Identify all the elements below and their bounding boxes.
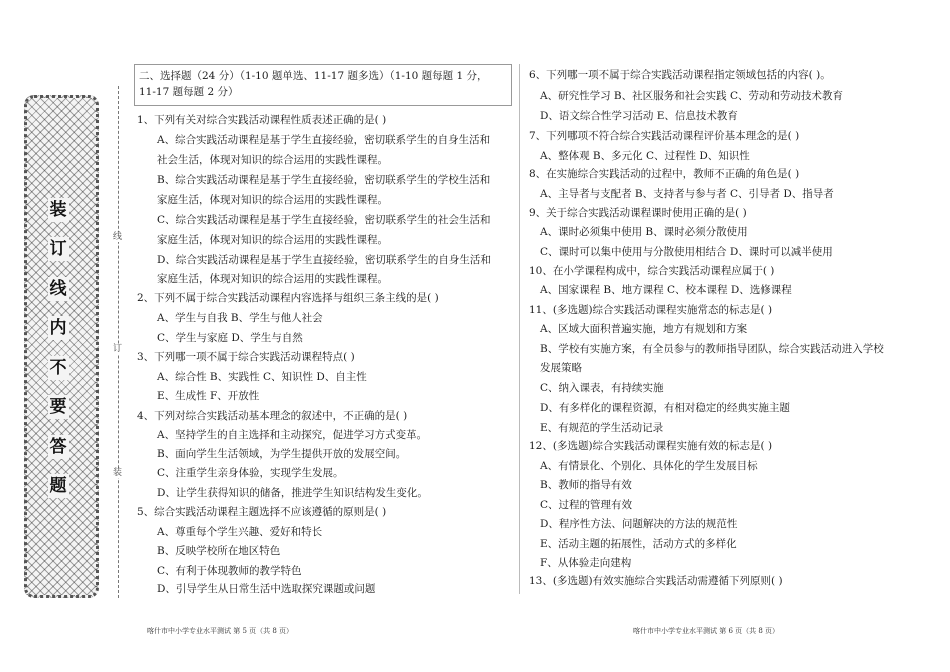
answer-option-line: E、有规范的学生活动记录 xyxy=(540,422,664,434)
answer-option-line: A、综合实践活动课程是基于学生直接经验，密切联系学生的自身生活和 xyxy=(157,134,491,146)
question-stem: 13、(多选题)有效实施综合实践活动需遵循下列原则( ) xyxy=(529,575,783,587)
question-stem: 8、在实施综合实践活动的过程中，教师不正确的角色是( ) xyxy=(529,168,800,180)
binding-char: 订 xyxy=(49,239,67,260)
footer-right: 喀什市中小学专业水平测试 第 6 页（共 8 页） xyxy=(633,627,780,635)
question-stem: 3、下列哪一项不属于综合实践活动课程特点( ) xyxy=(137,351,355,363)
answer-option-line: A、研究性学习 B、社区服务和社会实践 C、劳动和劳动技术教育 xyxy=(540,90,844,102)
answer-option-line: C、注重学生亲身体验，实现学生发展。 xyxy=(157,467,344,479)
question-stem: 6、下列哪一项不属于综合实践活动课程指定领域包括的内容( )。 xyxy=(529,69,831,81)
answer-option-line: B、学校有实施方案，有全员参与的教师指导团队，综合实践活动进入学校 xyxy=(540,343,884,355)
answer-option-line: A、区域大面积普遍实施，地方有规划和方案 xyxy=(540,323,748,335)
answer-option-line: C、过程的管理有效 xyxy=(540,499,633,511)
answer-option-line: E、活动主题的拓展性，活动方式的多样化 xyxy=(540,538,737,550)
answer-option-line: 家庭生活，体现对知识的综合运用的实践性课程。 xyxy=(157,194,388,206)
question-stem: 4、下列对综合实践活动基本理念的叙述中，不正确的是( ) xyxy=(137,410,408,422)
cut-label-xian: 线 xyxy=(113,232,123,242)
answer-option-line: B、综合实践活动课程是基于学生直接经验，密切联系学生的学校生活和 xyxy=(157,174,491,186)
answer-option-line: D、综合实践活动课程是基于学生直接经验，密切联系学生的自身生活和 xyxy=(157,254,491,266)
answer-option-line: 发展策略 xyxy=(540,362,582,374)
answer-option-line: D、让学生获得知识的储备，推进学生知识结构发生变化。 xyxy=(157,487,428,499)
question-stem: 2、下列不属于综合实践活动课程内容选择与组织三条主线的是( ) xyxy=(137,292,439,304)
binding-warning-text xyxy=(44,198,72,498)
answer-option-line: A、课时必须集中使用 B、课时必须分散使用 xyxy=(540,226,748,238)
answer-option-line: C、纳入课表，有持续实施 xyxy=(540,382,664,394)
answer-option-line: A、有情景化、个别化、具体化的学生发展目标 xyxy=(540,460,758,472)
question-stem: 12、(多选题)综合实践活动课程实施有效的标志是( ) xyxy=(529,440,773,452)
binding-char: 题 xyxy=(49,475,67,496)
answer-option-line: C、有利于体现教师的教学特色 xyxy=(157,565,302,577)
binding-char: 要 xyxy=(49,397,67,418)
question-stem: 10、在小学课程构成中，综合实践活动课程应属于( ) xyxy=(529,265,775,277)
binding-char: 装 xyxy=(49,200,67,220)
answer-option-line: C、学生与家庭 D、学生与自然 xyxy=(157,332,303,344)
column-divider xyxy=(519,64,520,594)
answer-option-line: C、课时可以集中使用与分散使用相结合 D、课时可以减半使用 xyxy=(540,246,833,258)
question-stem: 5、综合实践活动课程主题选择不应该遵循的原则是( ) xyxy=(137,506,387,518)
answer-option-line: D、程序性方法、问题解决的方法的规范性 xyxy=(540,518,738,530)
cut-line xyxy=(118,86,119,598)
cut-label-ding: 订 xyxy=(113,344,123,354)
answer-option-line: B、反映学校所在地区特色 xyxy=(157,545,281,557)
answer-option-line: A、坚持学生的自主选择和主动探究，促进学习方式变革。 xyxy=(157,429,428,441)
question-stem: 1、下列有关对综合实践活动课程性质表述正确的是( ) xyxy=(137,114,387,126)
answer-option-line: A、国家课程 B、地方课程 C、校本课程 D、选修课程 xyxy=(540,284,792,296)
answer-option-line: B、面向学生生活领域，为学生提供开放的发展空间。 xyxy=(157,448,407,460)
answer-option-line: A、主导者与支配者 B、支持者与参与者 C、引导者 D、指导者 xyxy=(540,188,834,200)
question-stem: 9、关于综合实践活动课程课时使用正确的是( ) xyxy=(529,207,747,219)
binding-char: 不 xyxy=(49,357,67,378)
section-header-line2: 11-17 题每题 2 分） xyxy=(139,86,239,98)
answer-option-line: 家庭生活，体现对知识的综合运用的实践性课程。 xyxy=(157,273,388,285)
answer-option-line: D、有多样化的课程资源，有相对稳定的经典实施主题 xyxy=(540,402,790,414)
section-header xyxy=(134,64,512,106)
question-stem: 11、(多选题)综合实践活动课程实施常态的标志是( ) xyxy=(529,304,773,316)
answer-option-line: 家庭生活，体现对知识的综合运用的实践性课程。 xyxy=(157,234,388,246)
footer-left: 喀什市中小学专业水平测试 第 5 页（共 8 页） xyxy=(147,627,294,635)
answer-option-line: B、教师的指导有效 xyxy=(540,479,632,491)
answer-option-line: C、综合实践活动课程是基于学生直接经验，密切联系学生的社会生活和 xyxy=(157,214,491,226)
answer-option-line: F、从体验走向建构 xyxy=(540,557,632,569)
answer-option-line: A、尊重每个学生兴趣、爱好和特长 xyxy=(157,526,323,538)
answer-option-line: A、综合性 B、实践性 C、知识性 D、自主性 xyxy=(157,371,367,383)
answer-option-line: A、整体观 B、多元化 C、过程性 D、知识性 xyxy=(540,150,750,162)
binding-char: 线 xyxy=(49,278,67,299)
question-stem: 7、下列哪项不符合综合实践活动课程评价基本理念的是( ) xyxy=(529,130,800,142)
cut-label-zhuang: 装 xyxy=(113,468,123,478)
answer-option-line: 社会生活，体现对知识的综合运用的实践性课程。 xyxy=(157,154,388,166)
answer-option-line: E、生成性 F、开放性 xyxy=(157,390,260,402)
binding-char: 答 xyxy=(49,436,67,457)
answer-option-line: D、语文综合性学习活动 E、信息技术教育 xyxy=(540,110,738,122)
section-header-line1: 二、选择题（24 分）（1-10 题单选、11-17 题多选）（1-10 题每题 1 分， xyxy=(139,70,488,82)
answer-option-line: A、学生与自我 B、学生与他人社会 xyxy=(157,312,323,324)
binding-char: 内 xyxy=(49,318,67,339)
answer-option-line: D、引导学生从日常生活中选取探究课题或问题 xyxy=(157,583,376,595)
